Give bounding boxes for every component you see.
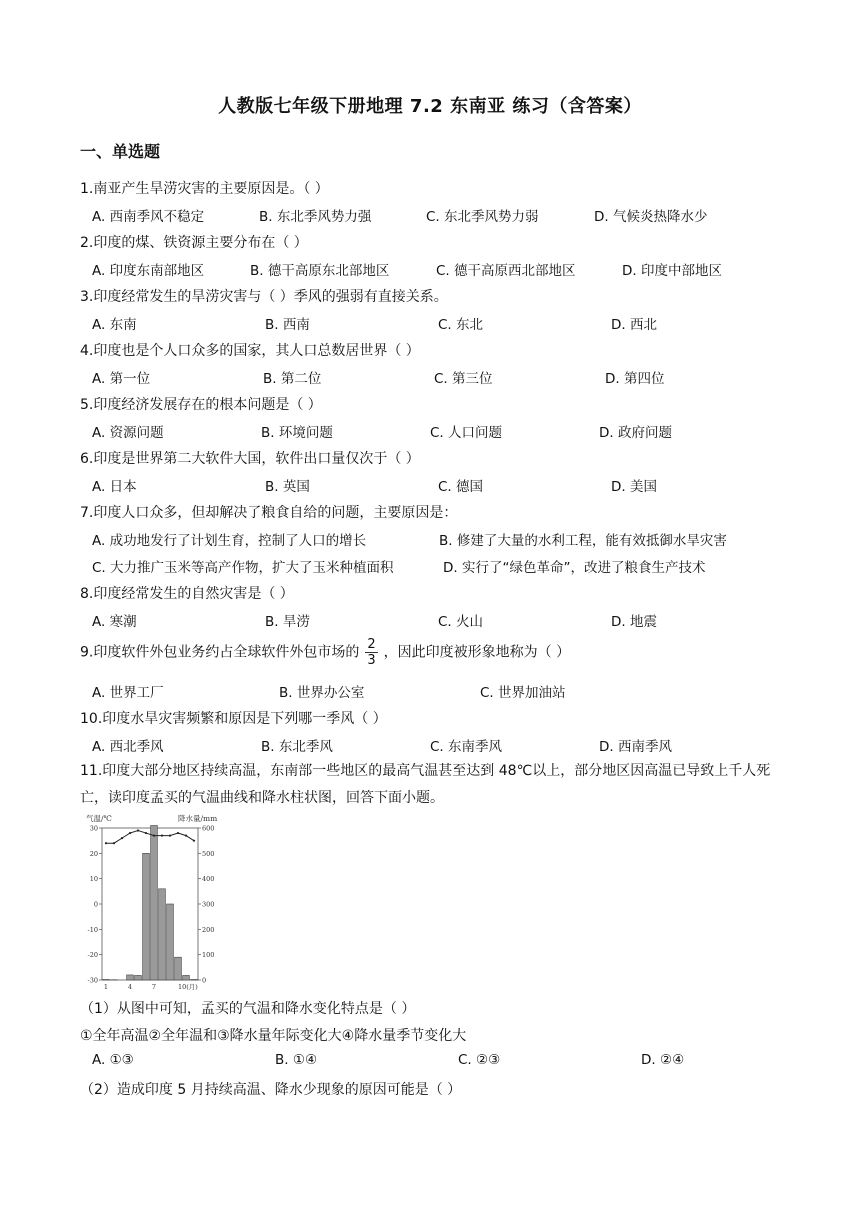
climate-chart xyxy=(80,812,230,994)
temperature-point xyxy=(169,835,171,837)
temperature-point xyxy=(153,835,155,837)
left-tick-label: 0 xyxy=(93,900,98,909)
question-10-option-c: C. 东南季风 xyxy=(430,739,503,755)
question-1-option-b: B. 东北季风势力强 xyxy=(259,209,372,225)
page-title: 人教版七年级下册地理 7.2 东南亚 练习（含答案） xyxy=(218,96,642,117)
left-tick-label: -10 xyxy=(87,925,98,934)
question-7-option-b: B. 修建了大量的水利工程，能有效抵御水旱灾害 xyxy=(439,533,727,549)
right-axis-label: 降水量/mm xyxy=(178,814,218,823)
question-5-option-a: A. 资源问题 xyxy=(92,425,164,441)
question-2-stem: 2.印度的煤、铁资源主要分布在（ ） xyxy=(80,235,308,251)
question-6-option-b: B. 英国 xyxy=(265,479,310,495)
question-5-option-d: D. 政府问题 xyxy=(599,425,672,441)
temperature-point xyxy=(121,837,123,839)
x-tick-label: 1 xyxy=(103,983,109,991)
precipitation-bars xyxy=(103,825,198,980)
question-2-option-a: A. 印度东南部地区 xyxy=(92,263,205,279)
temperature-point xyxy=(193,840,195,842)
plot-frame xyxy=(102,828,198,980)
fraction-numerator: 2 xyxy=(367,637,376,652)
question-6-option-d: D. 美国 xyxy=(611,479,657,495)
right-tick-label: 400 xyxy=(202,875,215,884)
question-9-option-b: B. 世界办公室 xyxy=(279,685,365,701)
temperature-point xyxy=(105,842,107,844)
fraction-denominator: 3 xyxy=(367,653,376,668)
question-4-option-a: A. 第一位 xyxy=(92,371,151,387)
question-5-stem: 5.印度经济发展存在的根本问题是（ ） xyxy=(80,397,322,413)
question-8-option-b: B. 旱涝 xyxy=(265,614,310,630)
precipitation-bar xyxy=(191,979,198,980)
question-1-option-d: D. 气候炎热降水少 xyxy=(594,209,708,225)
question-8-stem: 8.印度经常发生的自然灾害是（ ） xyxy=(80,586,294,602)
question-9-stem-after: ，因此印度被形象地称为（ ） xyxy=(383,644,571,661)
question-2-option-b: B. 德干高原东北部地区 xyxy=(250,263,390,279)
precipitation-bar xyxy=(167,904,174,980)
question-4-option-b: B. 第二位 xyxy=(263,371,322,387)
left-tick-label: -20 xyxy=(87,951,98,960)
question-9-stem xyxy=(80,638,570,667)
temperature-point xyxy=(185,835,187,837)
temperature-point xyxy=(145,832,147,834)
question-7-option-d: D. 实行了“绿色革命”，改进了粮食生产技术 xyxy=(443,560,706,576)
question-8-option-a: A. 寒潮 xyxy=(92,614,137,630)
question-6-stem: 6.印度是世界第二大软件大国，软件出口量仅次于（ ） xyxy=(80,451,420,467)
precipitation-bar xyxy=(159,889,166,980)
question-10-stem: 10.印度水旱灾害频繁和原因是下列哪一季风（ ） xyxy=(80,711,387,727)
question-1-stem: 1.南亚产生旱涝灾害的主要原因是。（ ） xyxy=(80,181,329,197)
question-7-option-a: A. 成功地发行了计划生育，控制了人口的增长 xyxy=(92,533,367,549)
question-8-option-c: C. 火山 xyxy=(438,614,484,630)
right-tick-label: 0 xyxy=(202,976,207,985)
question-11-option-d: D. ②④ xyxy=(641,1052,685,1068)
right-tick-label: 600 xyxy=(202,824,215,833)
temperature-curve xyxy=(105,829,195,844)
question-11-sub2: （2）造成印度 5 月持续高温、降水少现象的原因可能是（ ） xyxy=(80,1082,462,1098)
temperature-point xyxy=(161,835,163,837)
question-3-option-d: D. 西北 xyxy=(611,317,657,333)
fraction xyxy=(365,638,377,667)
question-10-option-d: D. 西南季风 xyxy=(599,739,672,755)
precipitation-bar xyxy=(143,853,150,980)
temperature-point xyxy=(177,832,179,834)
question-7-stem: 7.印度人口众多，但却解决了粮食自给的问题，主要原因是： xyxy=(80,505,458,521)
precipitation-bar xyxy=(183,975,190,980)
question-5-option-b: B. 环境问题 xyxy=(261,425,333,441)
temperature-point xyxy=(129,832,131,834)
precipitation-bar xyxy=(175,957,182,980)
question-4-stem: 4.印度也是个人口众多的国家，其人口总数居世界（ ） xyxy=(80,343,420,359)
question-1-option-c: C. 东北季风势力弱 xyxy=(426,209,539,225)
x-tick-label: 7 xyxy=(151,983,157,991)
question-10-option-a: A. 西北季风 xyxy=(92,739,164,755)
question-11-stem: 11.印度大部分地区持续高温，东南部一些地区的最高气温甚至达到 48℃以上，部分地区因高温已导致上千人死亡，读印度孟买的气温曲线和降水柱状图，回答下面小题。 xyxy=(80,763,771,806)
question-1-option-a: A. 西南季风不稳定 xyxy=(92,209,205,225)
question-11-sub1: （1）从图中可知，孟买的气温和降水变化特点是（ ） xyxy=(80,1001,416,1017)
question-11-option-c: C. ②③ xyxy=(458,1052,501,1068)
right-tick-label: 200 xyxy=(202,925,215,934)
question-6-option-a: A. 日本 xyxy=(92,479,137,495)
question-3-option-c: C. 东北 xyxy=(438,317,484,333)
precipitation-bar xyxy=(127,975,134,980)
left-tick-label: 20 xyxy=(89,849,98,858)
question-11-option-b: B. ①④ xyxy=(275,1052,318,1068)
question-3-option-a: A. 东南 xyxy=(92,317,137,333)
question-5-option-c: C. 人口问题 xyxy=(430,425,503,441)
question-11-sub1-items: ①全年高温②全年温和③降水量年际变化大④降水量季节变化大 xyxy=(80,1028,467,1044)
question-9-option-a: A. 世界工厂 xyxy=(92,685,164,701)
question-4-option-d: D. 第四位 xyxy=(605,371,665,387)
question-9-stem-before: 9.印度软件外包业务约占全球软件外包市场的 xyxy=(80,644,360,661)
temperature-point xyxy=(137,829,139,831)
question-9-option-c: C. 世界加油站 xyxy=(480,685,566,701)
left-axis-label: 气温/℃ xyxy=(86,814,112,823)
x-tick-label: 4 xyxy=(127,983,133,991)
question-7-option-c: C. 大力推广玉米等高产作物，扩大了玉米种植面积 xyxy=(92,560,394,576)
precipitation-bar xyxy=(103,979,110,980)
question-3-option-b: B. 西南 xyxy=(265,317,310,333)
question-11-option-a: A. ①③ xyxy=(92,1052,134,1068)
question-10-option-b: B. 东北季风 xyxy=(261,739,333,755)
question-3-stem: 3.印度经常发生的旱涝灾害与（ ）季风的强弱有直接关系。 xyxy=(80,289,448,305)
precipitation-bar xyxy=(135,975,142,980)
right-tick-label: 300 xyxy=(202,900,215,909)
precipitation-bar xyxy=(151,825,158,980)
question-4-option-c: C. 第三位 xyxy=(434,371,493,387)
question-2-option-d: D. 印度中部地区 xyxy=(622,263,722,279)
question-2-option-c: C. 德干高原西北部地区 xyxy=(436,263,576,279)
temperature-point xyxy=(113,842,115,844)
question-8-option-d: D. 地震 xyxy=(611,614,657,630)
section-heading: 一、单选题 xyxy=(80,142,161,161)
right-tick-label: 500 xyxy=(202,849,215,858)
chart-grid xyxy=(99,828,201,980)
x-tick-label: 10(月) xyxy=(178,983,198,991)
left-tick-label: 30 xyxy=(89,824,98,833)
right-tick-label: 100 xyxy=(202,951,215,960)
question-6-option-c: C. 德国 xyxy=(438,479,484,495)
left-tick-label: 10 xyxy=(89,875,98,884)
left-tick-label: -30 xyxy=(87,976,98,985)
temperature-line xyxy=(106,831,194,844)
